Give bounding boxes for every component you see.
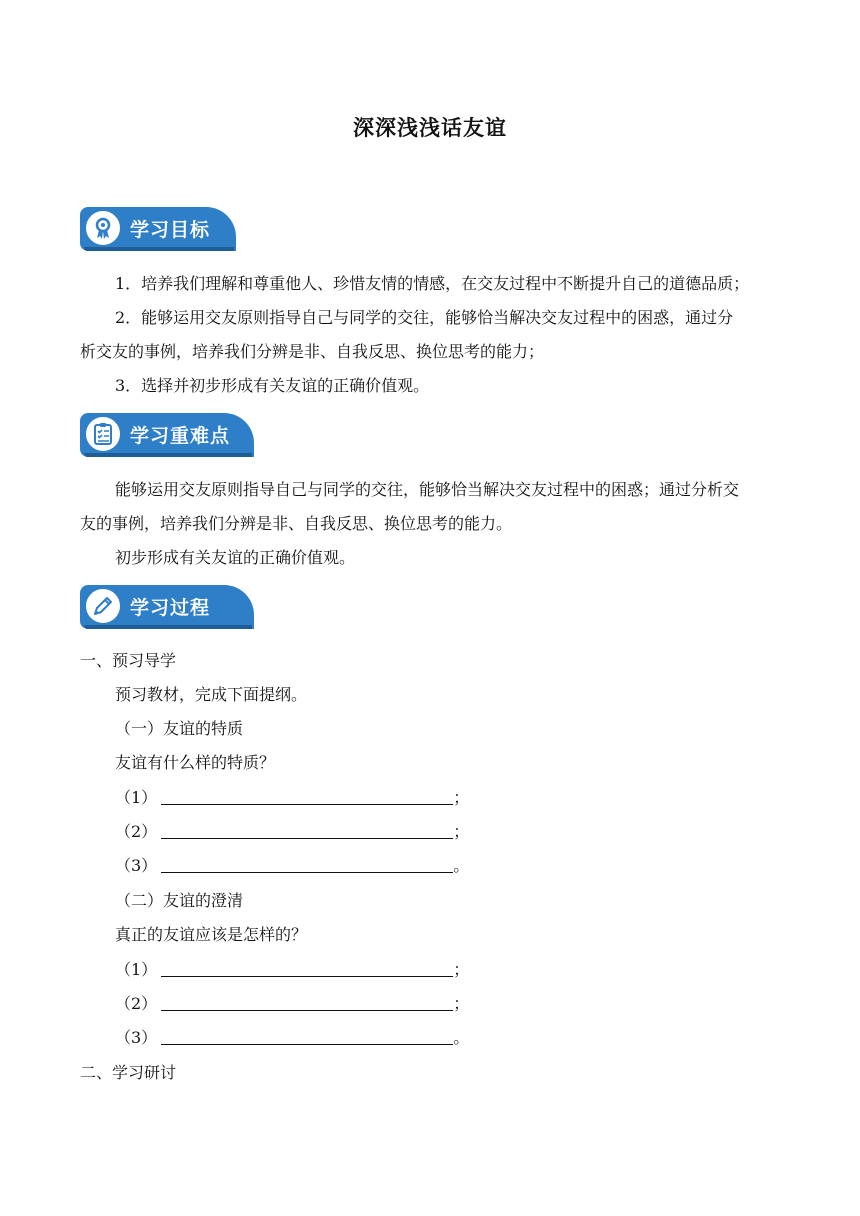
process-badge: [80, 585, 256, 629]
subsection-heading: （一）友谊的特质: [115, 719, 244, 738]
objectives-heading: 学习目标: [130, 219, 211, 241]
objective-line: 析交友的事例，培养我们分辨是非、自我反思、换位思考的能力；: [80, 342, 545, 361]
blank-number: （2）: [115, 994, 158, 1013]
blank-end: ；: [453, 994, 470, 1013]
key-points-heading: 学习重难点: [130, 425, 231, 447]
objective-line: 3．选择并初步形成有关友谊的正确价值观。: [115, 376, 430, 395]
preview-instruction: 预习教材，完成下面提纲。: [115, 685, 308, 704]
answer-line[interactable]: [161, 786, 453, 805]
blank-number: （1）: [115, 960, 158, 979]
question: 真正的友谊应该是怎样的？: [115, 925, 308, 944]
key-point-line: 友的事例，培养我们分辨是非、自我反思、换位思考的能力。: [80, 514, 513, 533]
objectives-badge: [80, 207, 238, 251]
answer-line[interactable]: [161, 1026, 453, 1045]
blank-end: ；: [453, 822, 470, 841]
answer-line[interactable]: [161, 958, 453, 977]
blank-number: （3）: [115, 856, 158, 875]
blank-end: 。: [453, 856, 470, 875]
question: 友谊有什么样的特质？: [115, 753, 276, 772]
answer-line[interactable]: [161, 820, 453, 839]
key-points-badge: [80, 413, 256, 457]
clipboard-list-icon: [84, 415, 122, 453]
answer-blank[interactable]: [115, 780, 815, 815]
answer-blank[interactable]: [115, 952, 815, 987]
blank-number: （2）: [115, 822, 158, 841]
subsection-heading: （二）友谊的澄清: [115, 891, 244, 910]
answer-line[interactable]: [161, 854, 453, 873]
page-title: 深深浅浅话友谊: [353, 115, 507, 140]
key-point-line: 能够运用交友原则指导自己与同学的交往，能够恰当解决交友过程中的困惑；通过分析交: [115, 480, 740, 499]
blank-number: （3）: [115, 1028, 158, 1047]
part-one-heading: 一、预习导学: [80, 651, 177, 670]
blank-end: 。: [453, 1028, 470, 1047]
objective-line: 2．能够运用交友原则指导自己与同学的交往，能够恰当解决交友过程中的困惑，通过分: [115, 308, 734, 327]
part-two-heading: 二、学习研讨: [80, 1063, 177, 1082]
blank-number: （1）: [115, 788, 158, 807]
blank-end: ；: [453, 960, 470, 979]
answer-blank[interactable]: [115, 1020, 815, 1055]
process-heading: 学习过程: [130, 597, 211, 619]
award-ribbon-icon: [84, 209, 122, 247]
objective-line: 1．培养我们理解和尊重他人、珍惜友情的情感，在交友过程中不断提升自己的道德品质；: [115, 274, 750, 293]
answer-blank[interactable]: [115, 814, 815, 849]
blank-end: ；: [453, 788, 470, 807]
answer-blank[interactable]: [115, 848, 815, 883]
answer-blank[interactable]: [115, 986, 815, 1021]
key-point-line: 初步形成有关友谊的正确价值观。: [115, 548, 356, 567]
pencil-icon: [84, 587, 122, 625]
answer-line[interactable]: [161, 992, 453, 1011]
